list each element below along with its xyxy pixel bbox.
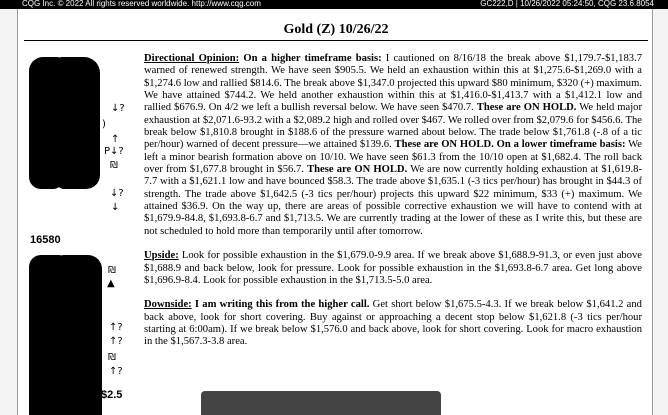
up-arrow-marker: ↑? xyxy=(109,322,123,333)
redacted-chart-area xyxy=(56,255,102,415)
report-page xyxy=(17,9,653,415)
paragraph-text: Look for possible exhaustion in the $1,679.0-9.9 area. If we break above $1,688.9-91.3, or even just above $1,688.9 and back below, look for pressure. Look for possible exhaustion in the $1,693.8-6.7 area. Get long above $1,696.9-8.4. Look for possible exhaustion in the $1,713.5-5.0 area. xyxy=(144,250,642,286)
up-arrow-marker: ↑? xyxy=(109,366,123,377)
downside-heading: Downside: xyxy=(144,299,192,311)
on-hold-label: These are ON HOLD. xyxy=(394,139,494,151)
exhaustion-marker: ₪ xyxy=(110,160,118,171)
downside-emphasis: I am writing this from the higher call. xyxy=(191,299,370,311)
redacted-chart-area xyxy=(56,57,100,189)
upside-heading: Upside: xyxy=(144,250,179,262)
chart-strip xyxy=(18,47,146,415)
pressure-marker: P↓? xyxy=(104,146,124,157)
downside-paragraph xyxy=(144,299,642,348)
paragraph-text: We left a minor bearish formation above on 10/10. We have seen $61.3 from the 10/10 open at $1,682.4. The roll back over from $1,677.8 brought in $56.7. xyxy=(144,139,642,176)
paragraph-text: Get short below $1,675.5-4.3. If we break below $1,641.2 and back above, look for short covering. Buy against or approaching a decent stop below $1,621.8 (-3 tics per/hour starting at 6:00am). If we break below $1,576.0 and back above, look for short covering. Look for macro exhaustion in the $1,567.3-3.8 area. xyxy=(144,299,642,348)
down-arrow-marker: ↓ xyxy=(111,202,120,213)
timeframe-higher-label: On a higher timeframe basis: xyxy=(243,53,382,64)
cqg-header-bar xyxy=(0,0,668,9)
down-arrow-marker: ↓? xyxy=(110,188,124,199)
up-arrow-marker: ↑? xyxy=(109,336,123,347)
on-hold-label: These are ON HOLD. xyxy=(476,102,577,114)
exhaustion-marker: ₪ xyxy=(108,265,116,276)
paragraph-text: We held major exhaustion at $2,071.6-93.2 with a $2,089.2 high and rolled over $467. We rolled over from $2,079.6 for $456.6. The break below $1,810.8 brought in $188.6 of the pressure warned about below. The trade below $1,761.8 (-.8 of a tic per/hour) warned of decent pressure—we attained $139.6. xyxy=(144,102,642,151)
up-arrow-marker: ↑ xyxy=(111,134,120,145)
upside-paragraph xyxy=(144,250,642,287)
bracket-marker: ) xyxy=(102,119,106,130)
price-label: $2.5 xyxy=(101,389,123,401)
report-body xyxy=(144,53,642,361)
paragraph-text: We are now currently holding exhaustion at $1,619.8-7.7 with a $1,621.1 low and have bounced $58.3. The trade above $1,635.1 (-3 tics per/hour) has brought in $44.3 of strength. The trade above $1,642.5 (-3 tics per/hour) projects this upward $22 minimum, $33 (+) maximum. We attained $36.9. On the way up, there are areas of possible corrective exhaustion we will have to contend with at $1,679.9-84.8, $1,693.8-6.7 and $1,713.5. We are currently trading at the lower of these as I write this, but these are not scheduled to hold more than temporarily until after tomorrow. xyxy=(144,164,642,237)
paragraph-text: I cautioned on 8/16/18 the break above $1,179.7-$1,183.7 warned of renewed strength. We have seen $905.5. We held an exhaustion within this at $1,275.6-$1,269.0 with a $1,274.6 low and rallied $814.6. The break above $1,347.0 projected this upward $80 minimum, $320 (+) maximum. We have attained $744.2. We held another exhaustion within this at $1,416.0-$1,413.7 with a $1,412.1 low and rallied $676.9. On 4/2 we left a bullish reversal below. We have seen $470.7. xyxy=(144,53,643,114)
exhaustion-marker: ₪ xyxy=(108,352,116,363)
timeframe-lower-label: On a lower timeframe basis: xyxy=(496,139,626,151)
bottom-toolbar-button[interactable] xyxy=(201,391,441,415)
directional-heading: Directional Opinion: xyxy=(144,53,240,64)
on-hold-label: These are ON HOLD. xyxy=(307,164,408,176)
directional-opinion-paragraph xyxy=(144,53,642,238)
page-title: Gold (Z) 10/26/22 xyxy=(283,22,389,37)
title-divider xyxy=(24,40,648,41)
down-arrow-marker: ↓? xyxy=(111,103,125,114)
chart-info-text: GC222,D | 10/26/2022 05:24:50, CQG 23.6.8054 xyxy=(480,0,654,8)
triangle-up-icon: ▲ xyxy=(107,278,115,289)
price-label: 16580 xyxy=(30,234,61,246)
copyright-text: CQG Inc. © 2022 All rights reserved worldwide. http://www.cqg.com xyxy=(22,0,261,8)
